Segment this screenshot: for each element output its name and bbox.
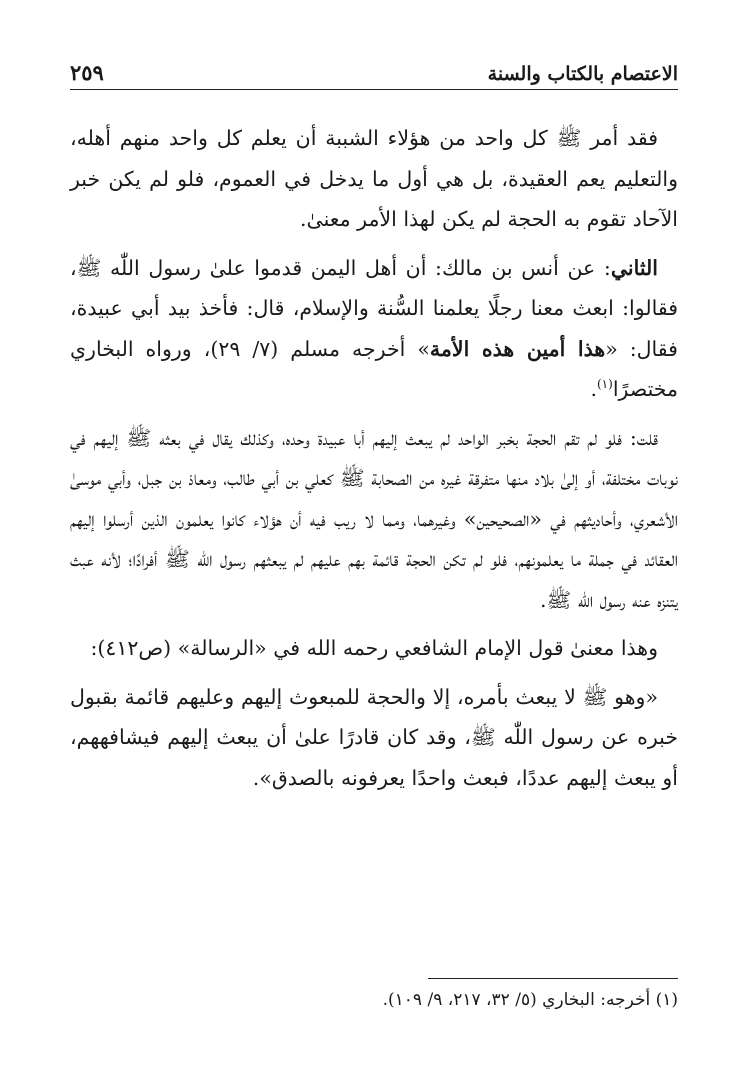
paragraph-2-end: . (590, 377, 597, 401)
paragraph-5-quote: «وهو ﷺ لا يبعث بأمره، إلا والحجة للمبعوث إليهم وعليهم قائمة بقبول خبره عن رسول اللّٰه ﷺ، وقد كان قادرًا علىٰ أن يبعث إليهم فيشافههم، أو يبعث إليهم عددًا، فبعث واحدًا يعرفونه بالصدق». (70, 684, 678, 790)
hadith-quote: هذا أمين هذه الأمة (429, 336, 606, 361)
footnote-marker: (١) (596, 377, 613, 392)
footnote-divider (428, 978, 678, 979)
running-title: الاعتصام بالكتاب والسنة (487, 63, 678, 85)
paragraph-1: فقد أمر ﷺ كل واحد من هؤلاء الشببة أن يعلم كل واحد منهم أهله، والتعليم يعم العقيدة، بل هي أول ما يدخل في العموم، فلو لم يكن خبر الآحاد تقوم به الحجة لم يكن لهذا الأمر معنىٰ. (70, 126, 678, 231)
paragraph-2-lead: الثاني (610, 255, 658, 280)
main-text (70, 118, 678, 798)
paragraph-3: قلت: فلو لم تقم الحجة بخبر الواحد لم يبعث إليهم أبا عبيدة وحده، وكذلك يقال في بعثه ﷺ إليهم في نوبات مختلفة، أو إلىٰ بلاد منها متفرقة غيره من الصحابة ﷺ كعلي بن أبي طالب، ومعاذ بن جبل، وأبي موسىٰ الأشعري، وأحاديثهم في «الصحيحين» وغيرهما، ومما لا ريب فيه أن هؤلاء كانوا يعلمون الذين أرسلوا إليهم العقائد في جملة ما يعلمونهم، فلو لم تكن الحجة قائمة بهم عليهم لم يبعثهم رسول اللّٰه ﷺ أفرادًا؛ لأنه عبث يتنزه عنه رسول اللّٰه ﷺ. (70, 425, 678, 612)
paragraph-2 (70, 248, 678, 410)
paragraph-2-part1: : عن أنس بن مالك: أن أهل اليمن قدموا علىٰ رسول اللّٰه ﷺ، فقالوا: ابعث معنا رجلًا يعلمنا السُّنة والإسلام، قال: فأخذ بيد أبي عبيدة، فقال: « (70, 255, 678, 361)
page-number: ٢٥٩ (70, 60, 104, 85)
footnote-1: (١) أخرجه: البخاري (٥/ ٣٢، ٢١٧، ٩/ ١٠٩). (382, 990, 678, 1010)
page-header (70, 54, 678, 90)
paragraph-4: وهذا معنىٰ قول الإمام الشافعي رحمه الله في «الرسالة» (ص٤١٢): (90, 636, 658, 660)
paragraph-2-part2: » أخرجه مسلم (٧/ ٢٩)، ورواه البخاري مختصرًا (70, 336, 678, 401)
